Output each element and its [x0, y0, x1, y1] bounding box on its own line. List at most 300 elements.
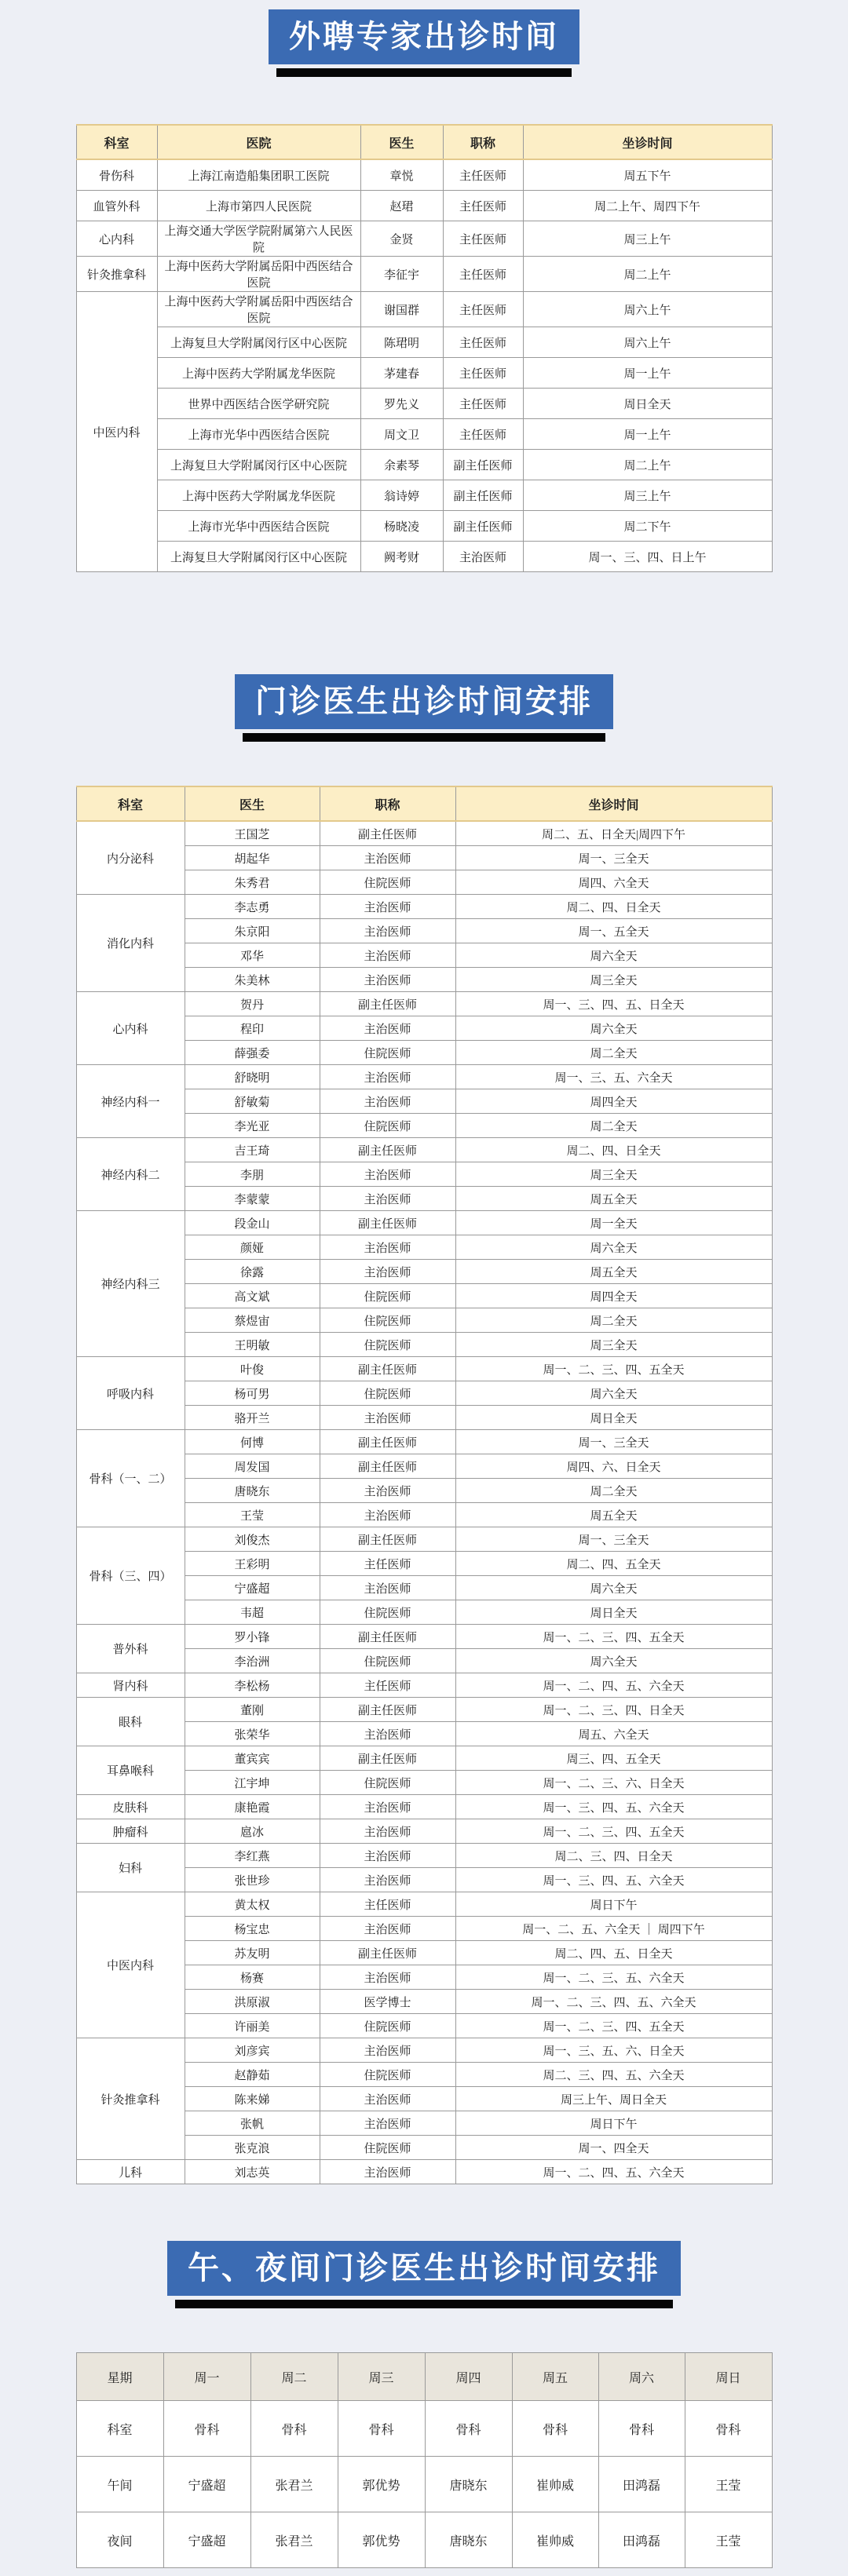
- dept-cell: 妇科: [76, 1844, 185, 1892]
- title-cell: 副主任医师: [320, 1698, 455, 1722]
- title-cell: 副主任医师: [443, 450, 523, 480]
- time-cell: 周一、三、四、五、日全天: [455, 992, 772, 1016]
- title-cell: 住院医师: [320, 2136, 455, 2160]
- title-cell: 主治医师: [320, 2038, 455, 2063]
- time-cell: 周一、二、三、四、五、六全天: [455, 1990, 772, 2014]
- doctor-cell: 罗小锋: [185, 1625, 320, 1649]
- title-cell: 副主任医师: [320, 1430, 455, 1454]
- dept-cell: 神经内科二: [76, 1138, 185, 1211]
- table-row: [76, 1527, 772, 1552]
- column-header: 周日: [685, 2353, 772, 2401]
- doctor-cell: 张世珍: [185, 1868, 320, 1892]
- title-cell: 副主任医师: [320, 1357, 455, 1381]
- title-cell: 副主任医师: [320, 1941, 455, 1965]
- column-header: 周六: [598, 2353, 685, 2401]
- time-cell: 周一上午: [523, 419, 772, 450]
- table-row: [76, 542, 772, 572]
- time-cell: 周三全天: [455, 1162, 772, 1187]
- value-cell: 唐晓东: [425, 2457, 512, 2512]
- table-row: [76, 1430, 772, 1454]
- doctor-cell: 刘彦宾: [185, 2038, 320, 2063]
- doctor-cell: 胡起华: [185, 846, 320, 870]
- doctor-cell: 章悦: [360, 159, 443, 191]
- doctor-cell: 董刚: [185, 1698, 320, 1722]
- title-cell: 住院医师: [320, 1041, 455, 1065]
- doctor-cell: 赵静茹: [185, 2063, 320, 2087]
- column-header: 医生: [185, 786, 320, 821]
- time-cell: 周二、四、五全天: [455, 1552, 772, 1576]
- value-cell: 王莹: [685, 2457, 772, 2512]
- time-cell: 周日下午: [455, 2111, 772, 2136]
- table-row: [76, 1673, 772, 1698]
- time-cell: 周二下午: [523, 511, 772, 542]
- title-cell: 主治医师: [320, 1868, 455, 1892]
- doctor-cell: 叶俊: [185, 1357, 320, 1381]
- table-row: [76, 1795, 772, 1819]
- title-cell: 主治医师: [320, 1162, 455, 1187]
- doctor-cell: 余素琴: [360, 450, 443, 480]
- doctor-cell: 李朋: [185, 1162, 320, 1187]
- doctor-cell: 金贤: [360, 221, 443, 257]
- title-cell: 主任医师: [443, 419, 523, 450]
- column-header: 坐诊时间: [455, 786, 772, 821]
- time-cell: 周一、三、五、六全天: [455, 1065, 772, 1089]
- doctor-cell: 朱京阳: [185, 919, 320, 943]
- time-cell: 周六上午: [523, 327, 772, 358]
- value-cell: 骨科: [685, 2401, 772, 2457]
- banner-shadow: [175, 2300, 673, 2308]
- time-cell: 周一、五全天: [455, 919, 772, 943]
- column-header: 科室: [76, 786, 185, 821]
- doctor-cell: 杨赛: [185, 1965, 320, 1990]
- title-cell: 主治医师: [320, 1795, 455, 1819]
- doctor-cell: 蔡煜宙: [185, 1308, 320, 1333]
- doctor-cell: 李志勇: [185, 895, 320, 919]
- value-cell: 骨科: [338, 2401, 425, 2457]
- hospital-cell: 上海交通大学医学院附属第六人民医院: [157, 221, 360, 257]
- noon-night-schedule-table: [76, 2352, 773, 2568]
- table-row: [76, 2457, 772, 2512]
- time-cell: 周四全天: [455, 1284, 772, 1308]
- section-title-noon-night-doctors: 午、夜间门诊医生出诊时间安排: [167, 2241, 681, 2296]
- table-row: [76, 419, 772, 450]
- table-row: [76, 1892, 772, 1917]
- doctor-cell: 赵珺: [360, 191, 443, 221]
- time-cell: 周一、二、三、四、五全天: [455, 1819, 772, 1844]
- time-cell: 周日下午: [455, 1892, 772, 1917]
- dept-cell: 针灸推拿科: [76, 2038, 185, 2160]
- time-cell: 周一、二、三、六、日全天: [455, 1771, 772, 1795]
- value-cell: 田鸿磊: [598, 2457, 685, 2512]
- banner-box: [269, 9, 579, 77]
- doctor-cell: 张帆: [185, 2111, 320, 2136]
- section-noon-night-doctors: [0, 2241, 848, 2568]
- table-row: [76, 821, 772, 846]
- banner-shadow: [243, 733, 605, 742]
- time-cell: 周二、四、日全天: [455, 895, 772, 919]
- dept-cell: 心内科: [76, 221, 157, 257]
- hospital-cell: 上海江南造船集团职工医院: [157, 159, 360, 191]
- doctor-cell: 王明敏: [185, 1333, 320, 1357]
- title-cell: 副主任医师: [320, 1211, 455, 1235]
- row-label-cell: 夜间: [76, 2512, 163, 2568]
- time-cell: 周二上午: [523, 450, 772, 480]
- column-header: 医院: [157, 125, 360, 159]
- title-cell: 副主任医师: [320, 1138, 455, 1162]
- doctor-cell: 王莹: [185, 1503, 320, 1527]
- table-row: [76, 2512, 772, 2568]
- time-cell: 周一、三、五、六、日全天: [455, 2038, 772, 2063]
- table-row: [76, 895, 772, 919]
- title-cell: 主治医师: [443, 542, 523, 572]
- doctor-cell: 薛强委: [185, 1041, 320, 1065]
- doctor-cell: 徐露: [185, 1260, 320, 1284]
- column-header: 周一: [163, 2353, 250, 2401]
- doctor-cell: 吉王琦: [185, 1138, 320, 1162]
- time-cell: 周四、六、日全天: [455, 1454, 772, 1479]
- value-cell: 骨科: [425, 2401, 512, 2457]
- time-cell: 周一、二、三、四、日全天: [455, 1698, 772, 1722]
- doctor-cell: 朱美林: [185, 968, 320, 992]
- value-cell: 唐晓东: [425, 2512, 512, 2568]
- title-cell: 住院医师: [320, 1600, 455, 1625]
- title-cell: 主治医师: [320, 1503, 455, 1527]
- section-outpatient-doctors: [0, 674, 848, 2184]
- title-cell: 住院医师: [320, 1114, 455, 1138]
- time-cell: 周二上午、周四下午: [523, 191, 772, 221]
- value-cell: 王莹: [685, 2512, 772, 2568]
- doctor-cell: 谢国群: [360, 292, 443, 327]
- title-cell: 住院医师: [320, 1284, 455, 1308]
- time-cell: 周四全天: [455, 1089, 772, 1114]
- value-cell: 郭优势: [338, 2457, 425, 2512]
- doctor-cell: 段金山: [185, 1211, 320, 1235]
- title-cell: 主任医师: [443, 292, 523, 327]
- title-cell: 主任医师: [320, 1892, 455, 1917]
- dept-cell: 血管外科: [76, 191, 157, 221]
- title-cell: 主任医师: [443, 221, 523, 257]
- title-cell: 副主任医师: [320, 1454, 455, 1479]
- title-cell: 主治医师: [320, 1722, 455, 1746]
- dept-cell: 中医内科: [76, 1892, 185, 2038]
- title-cell: 主治医师: [320, 1965, 455, 1990]
- column-header: 坐诊时间: [523, 125, 772, 159]
- time-cell: 周三上午: [523, 480, 772, 511]
- doctor-cell: 宁盛超: [185, 1576, 320, 1600]
- hospital-cell: 上海市光华中西医结合医院: [157, 419, 360, 450]
- table-row: [76, 358, 772, 389]
- title-cell: 住院医师: [320, 2014, 455, 2038]
- title-cell: 主任医师: [320, 1552, 455, 1576]
- doctor-cell: 李红燕: [185, 1844, 320, 1868]
- table-row: [76, 221, 772, 257]
- time-cell: 周三全天: [455, 1333, 772, 1357]
- title-cell: 住院医师: [320, 1649, 455, 1673]
- title-cell: 住院医师: [320, 1771, 455, 1795]
- time-cell: 周五全天: [455, 1503, 772, 1527]
- banner-row: [0, 2241, 848, 2308]
- time-cell: 周一、二、三、四、五全天: [455, 1357, 772, 1381]
- doctor-cell: 贺丹: [185, 992, 320, 1016]
- column-header: 职称: [443, 125, 523, 159]
- dept-cell: 神经内科三: [76, 1211, 185, 1357]
- section-external-experts: [0, 9, 848, 572]
- time-cell: 周一、二、三、五、六全天: [455, 1965, 772, 1990]
- outpatient-doctors-table: [76, 786, 773, 2184]
- hospital-cell: 上海市第四人民医院: [157, 191, 360, 221]
- row-label-cell: 科室: [76, 2401, 163, 2457]
- time-cell: 周二全天: [455, 1479, 772, 1503]
- banner-box: [235, 674, 613, 742]
- doctor-cell: 杨宝忠: [185, 1917, 320, 1941]
- time-cell: 周六全天: [455, 1381, 772, 1406]
- time-cell: 周二、三、四、日全天: [455, 1844, 772, 1868]
- time-cell: 周一、三全天: [455, 1430, 772, 1454]
- header-row: [76, 786, 772, 821]
- hospital-cell: 上海中医药大学附属岳阳中西医结合医院: [157, 292, 360, 327]
- doctor-cell: 杨晓凌: [360, 511, 443, 542]
- value-cell: 宁盛超: [163, 2457, 250, 2512]
- time-cell: 周六全天: [455, 943, 772, 968]
- time-cell: 周六全天: [455, 1576, 772, 1600]
- doctor-cell: 康艳霞: [185, 1795, 320, 1819]
- table-row: [76, 992, 772, 1016]
- dept-cell: 儿科: [76, 2160, 185, 2184]
- header-row: [76, 125, 772, 159]
- title-cell: 副主任医师: [320, 1527, 455, 1552]
- doctor-cell: 李治洲: [185, 1649, 320, 1673]
- header-row: [76, 2353, 772, 2401]
- doctor-cell: 李松杨: [185, 1673, 320, 1698]
- hospital-cell: 上海市光华中西医结合医院: [157, 511, 360, 542]
- doctor-cell: 董宾宾: [185, 1746, 320, 1771]
- title-cell: 主治医师: [320, 1406, 455, 1430]
- title-cell: 主治医师: [320, 846, 455, 870]
- time-cell: 周二、四、日全天: [455, 1138, 772, 1162]
- doctor-cell: 茅建春: [360, 358, 443, 389]
- column-header: 科室: [76, 125, 157, 159]
- time-cell: 周二全天: [455, 1114, 772, 1138]
- banner-row: [0, 674, 848, 742]
- column-header: 周二: [250, 2353, 338, 2401]
- dept-cell: 肿瘤科: [76, 1819, 185, 1844]
- doctor-cell: 扈冰: [185, 1819, 320, 1844]
- table-row: [76, 1065, 772, 1089]
- title-cell: 主治医师: [320, 1260, 455, 1284]
- doctor-cell: 颜娅: [185, 1235, 320, 1260]
- dept-cell: 内分泌科: [76, 821, 185, 895]
- column-header: 周三: [338, 2353, 425, 2401]
- time-cell: 周六全天: [455, 1016, 772, 1041]
- table-row: [76, 511, 772, 542]
- title-cell: 副主任医师: [320, 821, 455, 846]
- column-header: 星期: [76, 2353, 163, 2401]
- dept-cell: 骨科（一、二）: [76, 1430, 185, 1527]
- hospital-cell: 上海中医药大学附属岳阳中西医结合医院: [157, 257, 360, 292]
- time-cell: 周五全天: [455, 1187, 772, 1211]
- doctor-cell: 洪原淑: [185, 1990, 320, 2014]
- time-cell: 周二、五、日全天|周四下午: [455, 821, 772, 846]
- table-row: [76, 1211, 772, 1235]
- value-cell: 张君兰: [250, 2512, 338, 2568]
- time-cell: 周五、六全天: [455, 1722, 772, 1746]
- time-cell: 周一全天: [455, 1211, 772, 1235]
- title-cell: 副主任医师: [443, 480, 523, 511]
- section-title-external-experts: 外聘专家出诊时间: [269, 9, 579, 64]
- title-cell: 主治医师: [320, 1089, 455, 1114]
- table-row: [76, 257, 772, 292]
- doctor-cell: 陈来娣: [185, 2087, 320, 2111]
- table-row: [76, 1746, 772, 1771]
- doctor-cell: 唐晓东: [185, 1479, 320, 1503]
- dept-cell: 中医内科: [76, 292, 157, 572]
- table-row: [76, 2160, 772, 2184]
- title-cell: 主治医师: [320, 1065, 455, 1089]
- time-cell: 周二、三、四、五、六全天: [455, 2063, 772, 2087]
- table-row: [76, 1819, 772, 1844]
- time-cell: 周一、二、四、五、六全天: [455, 2160, 772, 2184]
- doctor-cell: 张克浪: [185, 2136, 320, 2160]
- time-cell: 周一、二、五、六全天 ｜ 周四下午: [455, 1917, 772, 1941]
- title-cell: 主治医师: [320, 2160, 455, 2184]
- doctor-cell: 苏友明: [185, 1941, 320, 1965]
- time-cell: 周三上午: [523, 221, 772, 257]
- doctor-cell: 骆开兰: [185, 1406, 320, 1430]
- doctor-cell: 刘志英: [185, 2160, 320, 2184]
- doctor-cell: 王彩明: [185, 1552, 320, 1576]
- dept-cell: 消化内科: [76, 895, 185, 992]
- title-cell: 主任医师: [443, 159, 523, 191]
- doctor-cell: 王国芝: [185, 821, 320, 846]
- table-row: [76, 1698, 772, 1722]
- title-cell: 主治医师: [320, 2111, 455, 2136]
- title-cell: 住院医师: [320, 1308, 455, 1333]
- table-row: [76, 450, 772, 480]
- hospital-cell: 世界中西医结合医学研究院: [157, 389, 360, 419]
- time-cell: 周五全天: [455, 1260, 772, 1284]
- time-cell: 周六上午: [523, 292, 772, 327]
- column-header: 职称: [320, 786, 455, 821]
- title-cell: 副主任医师: [320, 992, 455, 1016]
- title-cell: 住院医师: [320, 2063, 455, 2087]
- table-row: [76, 389, 772, 419]
- table-row: [76, 2038, 772, 2063]
- value-cell: 骨科: [250, 2401, 338, 2457]
- banner-box: [167, 2241, 681, 2308]
- table-row: [76, 1138, 772, 1162]
- doctor-cell: 舒敏菊: [185, 1089, 320, 1114]
- doctor-cell: 江宇坤: [185, 1771, 320, 1795]
- title-cell: 主任医师: [443, 191, 523, 221]
- doctor-cell: 杨可男: [185, 1381, 320, 1406]
- table-row: [76, 292, 772, 327]
- title-cell: 主治医师: [320, 1917, 455, 1941]
- table-row: [76, 159, 772, 191]
- doctor-cell: 陈珺明: [360, 327, 443, 358]
- doctor-cell: 程印: [185, 1016, 320, 1041]
- doctor-cell: 周发国: [185, 1454, 320, 1479]
- title-cell: 主治医师: [320, 2087, 455, 2111]
- value-cell: 骨科: [163, 2401, 250, 2457]
- value-cell: 崔帅威: [512, 2512, 598, 2568]
- time-cell: 周二全天: [455, 1308, 772, 1333]
- title-cell: 副主任医师: [320, 1746, 455, 1771]
- title-cell: 副主任医师: [320, 1625, 455, 1649]
- title-cell: 主任医师: [443, 358, 523, 389]
- dept-cell: 针灸推拿科: [76, 257, 157, 292]
- title-cell: 主任医师: [443, 327, 523, 358]
- doctor-cell: 李征宇: [360, 257, 443, 292]
- hospital-cell: 上海复旦大学附属闵行区中心医院: [157, 542, 360, 572]
- title-cell: 医学博士: [320, 1990, 455, 2014]
- table-row: [76, 480, 772, 511]
- time-cell: 周二、四、五、日全天: [455, 1941, 772, 1965]
- dept-cell: 肾内科: [76, 1673, 185, 1698]
- time-cell: 周一、三、四、五、六全天: [455, 1868, 772, 1892]
- doctor-cell: 阙考财: [360, 542, 443, 572]
- doctor-cell: 翁诗婷: [360, 480, 443, 511]
- doctor-cell: 张荣华: [185, 1722, 320, 1746]
- value-cell: 宁盛超: [163, 2512, 250, 2568]
- time-cell: 周二全天: [455, 1041, 772, 1065]
- column-header: 医生: [360, 125, 443, 159]
- time-cell: 周一、二、四、五、六全天: [455, 1673, 772, 1698]
- banner-shadow: [276, 68, 572, 77]
- title-cell: 主任医师: [320, 1673, 455, 1698]
- table-row: [76, 2401, 772, 2457]
- banner-row: [0, 9, 848, 77]
- time-cell: 周三、四、五全天: [455, 1746, 772, 1771]
- time-cell: 周二上午: [523, 257, 772, 292]
- title-cell: 住院医师: [320, 1381, 455, 1406]
- table-row: [76, 1844, 772, 1868]
- dept-cell: 骨科（三、四）: [76, 1527, 185, 1625]
- time-cell: 周一、三、四、五、六全天: [455, 1795, 772, 1819]
- table-row: [76, 1625, 772, 1649]
- doctor-cell: 许丽美: [185, 2014, 320, 2038]
- title-cell: 主治医师: [320, 1187, 455, 1211]
- title-cell: 主治医师: [320, 1576, 455, 1600]
- time-cell: 周日全天: [523, 389, 772, 419]
- title-cell: 主治医师: [320, 895, 455, 919]
- title-cell: 主治医师: [320, 1016, 455, 1041]
- title-cell: 主治医师: [320, 968, 455, 992]
- time-cell: 周一、三、四、日上午: [523, 542, 772, 572]
- title-cell: 主治医师: [320, 1235, 455, 1260]
- column-header: 周五: [512, 2353, 598, 2401]
- dept-cell: 普外科: [76, 1625, 185, 1673]
- hospital-cell: 上海中医药大学附属龙华医院: [157, 480, 360, 511]
- title-cell: 主治医师: [320, 1844, 455, 1868]
- doctor-cell: 周文卫: [360, 419, 443, 450]
- external-experts-table: [76, 124, 773, 572]
- doctor-cell: 何博: [185, 1430, 320, 1454]
- hospital-cell: 上海复旦大学附属闵行区中心医院: [157, 450, 360, 480]
- dept-cell: 皮肤科: [76, 1795, 185, 1819]
- doctor-cell: 朱秀君: [185, 870, 320, 895]
- time-cell: 周六全天: [455, 1235, 772, 1260]
- table-row: [76, 327, 772, 358]
- doctor-cell: 李蒙蒙: [185, 1187, 320, 1211]
- time-cell: 周一上午: [523, 358, 772, 389]
- title-cell: 主治医师: [320, 919, 455, 943]
- section-title-outpatient-doctors: 门诊医生出诊时间安排: [235, 674, 613, 729]
- dept-cell: 心内科: [76, 992, 185, 1065]
- time-cell: 周日全天: [455, 1600, 772, 1625]
- doctor-cell: 高文斌: [185, 1284, 320, 1308]
- time-cell: 周一、三全天: [455, 1527, 772, 1552]
- time-cell: 周一、二、三、四、五全天: [455, 1625, 772, 1649]
